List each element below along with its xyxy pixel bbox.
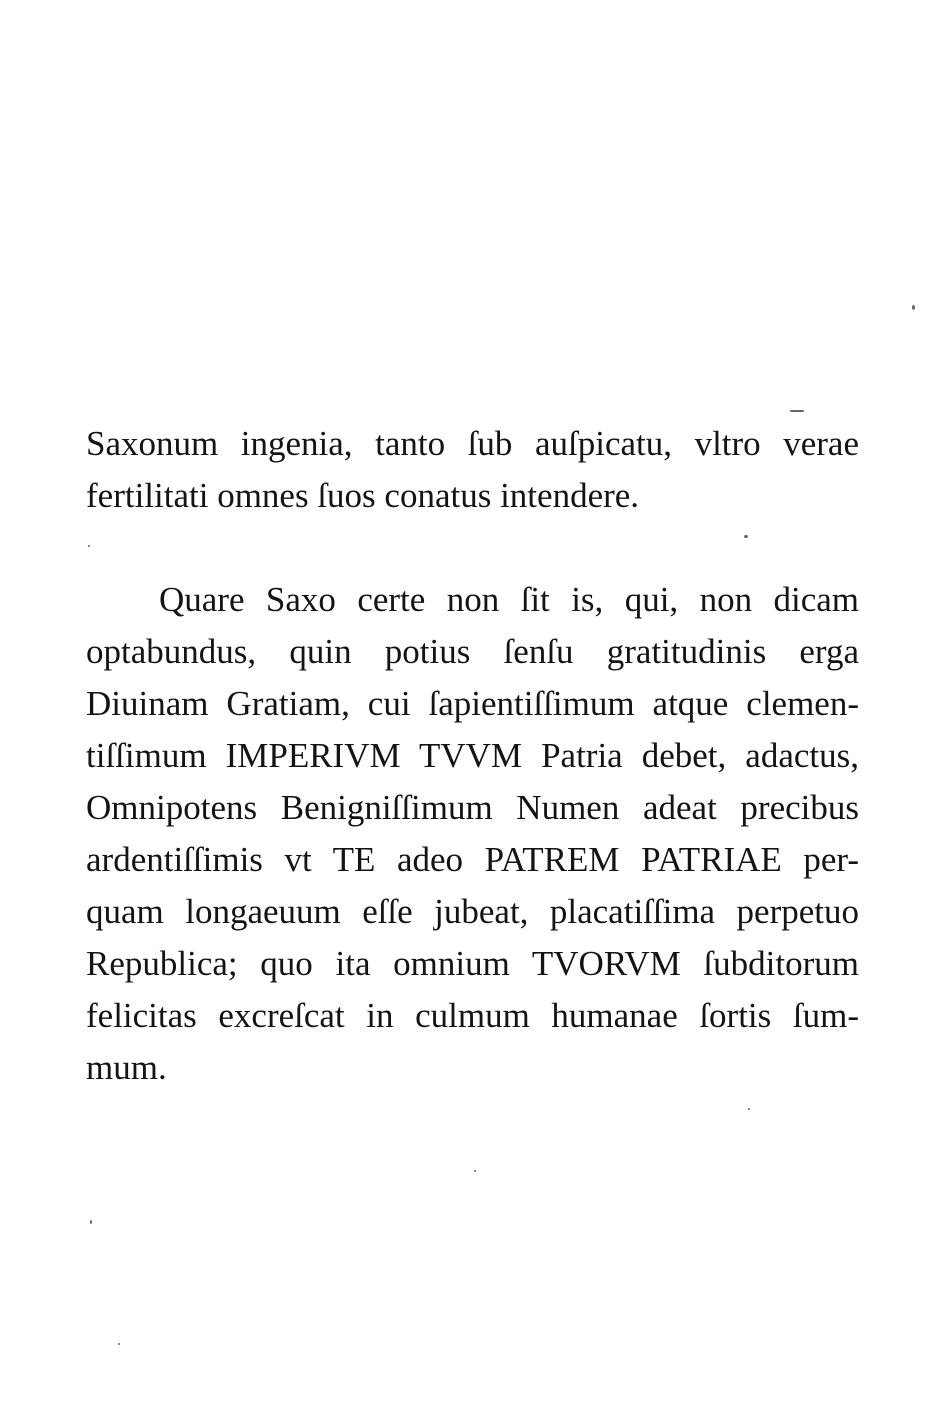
- print-speck: [748, 1108, 750, 1110]
- print-speck: [912, 305, 915, 310]
- print-speck: [474, 1170, 476, 1172]
- text-line: mum.: [86, 1048, 167, 1087]
- text-line: felicitas excreſcat in culmum humanae ſortis ſum-: [86, 996, 859, 1035]
- paragraph-1: [86, 418, 859, 522]
- print-speck: [790, 410, 804, 412]
- print-speck: [90, 1220, 92, 1224]
- text-line: Republica; quo ita omnium TVORVM ſubditorum: [86, 944, 859, 983]
- print-speck: [118, 1343, 120, 1345]
- text-line: optabundus, quin potius ſenſu gratitudinis erga: [86, 632, 859, 671]
- text-line: Diuinam Gratiam, cui ſapientiſſimum atque clemen-: [86, 684, 859, 723]
- text-line: fertilitati omnes ſuos conatus intendere.: [86, 476, 640, 515]
- text-line: Saxonum ingenia, tanto ſub auſpicatu, vltro verae: [86, 424, 859, 463]
- text-line: quam longaeuum eſſe jubeat, placatiſſima perpetuo: [86, 892, 859, 931]
- print-speck: [744, 535, 748, 538]
- text-line: Quare Saxo certe non ſit is, qui, non dicam: [159, 580, 859, 619]
- text-line: tiſſimum IMPERIVM TVVM Patria debet, adactus,: [86, 736, 859, 775]
- print-speck: [88, 545, 90, 547]
- text-line: Omnipotens Benigniſſimum Numen adeat precibus: [86, 788, 859, 827]
- text-line: ardentiſſimis vt TE adeo PATREM PATRIAE per-: [86, 840, 859, 879]
- paragraph-2: [86, 574, 859, 1094]
